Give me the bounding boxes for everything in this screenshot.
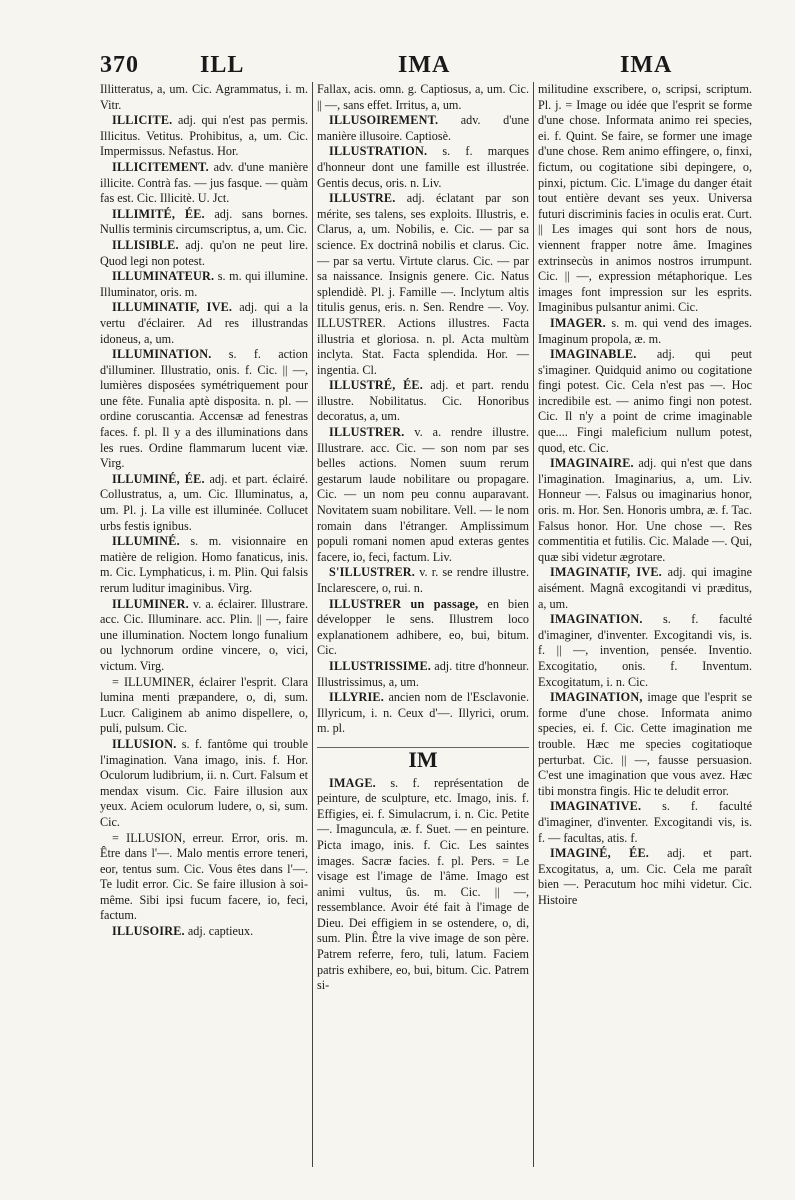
dictionary-entry bbox=[538, 82, 752, 316]
entry-text: s. m. qui vend des images. Imaginum propola, æ. m. bbox=[538, 315, 752, 346]
entry-headword: ILLUSTRÉ, ÉE. bbox=[329, 378, 423, 393]
dictionary-entry bbox=[100, 597, 308, 675]
entry-text: militudine exscribere, o, scripsi, scriptum. Pl. j. = Image ou idée que l'esprit se forme d'une chose. Informata animo rei species, ei. f. Quint. Se faire, se former une image d'une chose. Rem animo effingere, o, finxi, fictum, ou cogitatione sibi depingere, o, pinxi, pictum. Cic. L'image du danger était tout entière devant ses yeux. Universa futuri discriminis facies in oculis erat. Curt. || Les images qui sont hors de nous, viennent frapper notre âme. Imagines extrinsecùs in animos nostros irrumpunt. Cic. || —, expression métaphorique. Les images font impression sur les esprits. Imaginibus pulsantur animi. Cic. bbox=[538, 82, 752, 315]
column-middle bbox=[317, 82, 529, 1172]
entry-headword: ILLUMINATEUR. bbox=[112, 269, 215, 284]
header-right-guide: IMA bbox=[620, 52, 673, 78]
entry-headword: IMAGINÉ, ÉE. bbox=[550, 846, 650, 861]
entry-text: adj. et part. rendu illustre. Nobilitatus. Cic. Honoribus decoratus, a, um. bbox=[317, 378, 529, 424]
dictionary-entry bbox=[100, 472, 308, 534]
dictionary-entry bbox=[100, 924, 308, 940]
entry-text: v. r. se rendre illustre. Inclarescere, o, rui. n. bbox=[317, 565, 529, 595]
entry-text: ancien nom de l'Esclavonie. Illyricum, i. n. Ceux d'—. Illyrici, orum. m. pl. bbox=[317, 690, 529, 736]
dictionary-entry bbox=[317, 144, 529, 191]
entry-text: s. f. fantôme qui trouble l'imagination. Vana imago, inis. f. Hor. Oculorum ludibrium, ii. n. Curt. Falsum et mendax visum. Cic. Faire illusion aux yeux. Aciem oculorum ludere, o, si, sum. Cic. bbox=[100, 736, 308, 829]
entry-text: s. f. représentation de peinture, de sculpture, etc. Imago, inis. f. Effigies, ei. f. Simulacrum, i. n. Cic. Petite —. Imaguncula, æ. f. Suet. — en peinture. Picta imago, inis. f. Cic. Les saintes images. Sacræ facies. f. pl. Pers. = Le visage est l'image de l'âme. Imago est animi vultus, ûs. m. Cic. || —, ressemblance. Avoir été fait à l'image de Dieu. Dei effigiem in se ostendere, o, di, sum. Plin. Être la vive image de son père. Patrem referre, fero, tuli, latum. Faciem patris exhibere, eo, bui, bitum. Cic. Patrem si- bbox=[317, 775, 529, 993]
entry-headword: ILLUMINÉ. bbox=[112, 534, 180, 549]
entry-headword: ILLUMINÉ, ÉE. bbox=[112, 471, 205, 486]
entry-headword: ILLUSOIREMENT. bbox=[329, 113, 439, 128]
dictionary-entry bbox=[100, 300, 308, 347]
dictionary-entry bbox=[538, 565, 752, 612]
entry-headword: ILLUMINER. bbox=[112, 596, 189, 611]
entry-text: s. f. action d'illuminer. Illustratio, onis. f. Cic. || —, lumières disposées symétriquement pour une fête. Funalia aptè disposita. n. pl. — ordine coruscantia. Accensæ ad fenestras faces. f. pl. Il y a des illuminations dans les rues. Ordine flammarum lucent viæ. Virg. bbox=[100, 347, 308, 471]
dictionary-entry bbox=[100, 534, 308, 596]
entry-text: adj. et part. éclairé. Collustratus, a, um. Cic. Illuminatus, a, um. Pl. j. La ville est illuminée. Collucet urbs festis ignibus. bbox=[100, 471, 308, 533]
entry-headword: ILLICITEMENT. bbox=[112, 159, 209, 174]
entry-text: adj. qui n'est pas permis. Illicitus. Vetitus. Prohibitus, a, um. Cic. Impermissus. Nefastus. Hor. bbox=[100, 113, 308, 159]
entry-headword: ILLUSION. bbox=[112, 736, 177, 751]
dictionary-entry bbox=[317, 113, 529, 144]
entry-text: v. a. éclairer. Illustrare. acc. Cic. Illuminare. acc. Plin. || —, faire une illumination. Noctem longo funalium ou lychnorum ordine vincere, o, vici, victum. Virg. bbox=[100, 596, 308, 673]
header-left-guide: ILL bbox=[200, 52, 245, 78]
page-number: 370 bbox=[100, 52, 139, 78]
dictionary-entry bbox=[100, 113, 308, 160]
dictionary-entry bbox=[538, 456, 752, 565]
dictionary-entry bbox=[538, 799, 752, 846]
entry-text: adj. et part. Excogitatus, a, um. Cic. Cela me paraît bien —. Peracutum hoc mihi videtur. Cic. Histoire bbox=[538, 846, 752, 907]
column-divider bbox=[533, 82, 534, 1167]
entry-text: s. m. qui illumine. Illuminator, oris. m. bbox=[100, 269, 308, 299]
entry-text: s. f. marques d'honneur dont une famille est illustrée. Gentis decus, oris. n. Liv. bbox=[317, 144, 529, 190]
dictionary-entry bbox=[100, 831, 308, 925]
entry-text: = ILLUSION, erreur. Error, oris. m. Être dans l'—. Malo mentis errore teneri, eor, tentus sum. Cic. Vous êtes dans l'—. Te ludit error. Cic. Se faire illusion à soi-même. Sibi ipsi fucum facere, io, feci, factum. bbox=[100, 830, 308, 923]
entry-text: image que l'esprit se forme d'une chose. Informata animo species, ei. f. Cic. Cette imagination me trouble. Hæc me species cogitatioque perturbat. Cic. || —, fausse persuasion. C'est une imagination que vous avez. Hæc tibi monstra fingis. Hic te deludit error. bbox=[538, 690, 752, 798]
entry-text: s. f. faculté d'imaginer, d'inventer. Excogitandi vis, is. f. — facultas, atis. f. bbox=[538, 799, 752, 845]
dictionary-entry bbox=[317, 378, 529, 425]
entry-headword: ILLUSTRER. bbox=[329, 425, 405, 440]
entry-headword: ILLUSTRE. bbox=[329, 191, 396, 206]
entry-headword: ILLUSTRISSIME. bbox=[329, 658, 432, 673]
entry-headword: IMAGINATION. bbox=[550, 612, 643, 627]
dictionary-entry bbox=[538, 690, 752, 799]
dictionary-entry bbox=[317, 565, 529, 596]
entry-headword: IMAGER. bbox=[550, 315, 606, 330]
entry-text: adj. éclatant par son mérite, ses talens, ses exploits. Illustris, e. Clarus, a, um. Nobilis, e. Cic. — par sa science. Ex doctrinâ nobilis et clarus. Cic. — par sa vertu. Virtute clarus. Cic. — par sa naissance. Insignis genere. Cic. Natus splendidè. Pl. j. Famille —. Inclytum altis titulis genus, eris. n. Sen. Rendre —. Voy. ILLUSTRER. Actions illustres. Facta illustria et gloriosa. n. pl. Acta multùm inclyta. Stat. Facta splendida. Hor. — ingentia. Cl. bbox=[317, 191, 529, 377]
entry-headword: S'ILLUSTRER. bbox=[329, 565, 416, 580]
entry-text: adj. qui a la vertu d'éclairer. Ad res illustrandas idoneus, a, um. bbox=[100, 300, 308, 346]
entry-headword: ILLICITE. bbox=[112, 113, 173, 128]
entry-text: adj. qui imagine aisément. Magnâ excogitandi vi præditus, a, um. bbox=[538, 565, 752, 611]
entry-headword: ILLISIBLE. bbox=[112, 237, 179, 252]
entry-text: Fallax, acis. omn. g. Captiosus, a, um. Cic. || —, sans effet. Irritus, a, um. bbox=[317, 82, 529, 112]
entry-text: adv. d'une manière illusoire. Captiosè. bbox=[317, 113, 529, 143]
dictionary-entry bbox=[317, 425, 529, 565]
dictionary-entry bbox=[100, 737, 308, 831]
entry-headword: ILLUMINATION. bbox=[112, 347, 212, 362]
dictionary-entry bbox=[317, 690, 529, 737]
entry-headword: IMAGINATIVE. bbox=[550, 799, 642, 814]
dictionary-entry bbox=[317, 597, 529, 659]
dictionary-entry bbox=[538, 316, 752, 347]
dictionary-entry bbox=[317, 776, 529, 994]
entry-text: adj. qu'on ne peut lire. Quod legi non potest. bbox=[100, 237, 308, 268]
column-divider bbox=[312, 82, 313, 1167]
entry-headword: IMAGINATIF, IVE. bbox=[550, 565, 662, 580]
entry-headword: IMAGE. bbox=[329, 775, 376, 790]
dictionary-entry bbox=[100, 160, 308, 207]
entry-text: adj. sans bornes. Nullis terminis circumscriptus, a, um. Cic. bbox=[100, 206, 308, 237]
entry-text: Illitteratus, a, um. Cic. Agrammatus, i. m. Vitr. bbox=[100, 82, 308, 112]
entry-headword: ILLUSOIRE. bbox=[112, 924, 185, 939]
dictionary-entry bbox=[100, 238, 308, 269]
dictionary-entry bbox=[317, 659, 529, 690]
section-heading: IM bbox=[317, 747, 529, 768]
entry-headword: IMAGINAIRE. bbox=[550, 456, 634, 471]
dictionary-entry bbox=[100, 207, 308, 238]
entry-headword: ILLUMINATIF, IVE. bbox=[112, 300, 233, 315]
entry-headword: ILLYRIE. bbox=[329, 690, 385, 705]
entry-headword: ILLUSTRER un passage, bbox=[329, 596, 479, 611]
dictionary-entry bbox=[317, 82, 529, 113]
dictionary-entry bbox=[100, 347, 308, 472]
entry-headword: IMAGINABLE. bbox=[550, 347, 637, 362]
running-header bbox=[100, 52, 780, 84]
entry-text: = ILLUMINER, éclairer l'esprit. Clara lumina menti præpandere, o, di, sum. Lucr. Caliginem ab animo dispellere, o, puli, pulsum. Cic. bbox=[100, 674, 308, 736]
entry-text: adj. qui n'est que dans l'imagination. Imaginarius, a, um. Liv. Honneur —. Falsus ou imaginarius honor, oris. m. Hor. Sen. Honoris umbra, æ. f. Tac. Falsus honor. Hor. Une chose —. Res commentitia et futilis. Cic. Malade —. Qui, quæ sibi videtur ægrotare. bbox=[538, 456, 752, 564]
dictionary-entry bbox=[100, 269, 308, 300]
entry-text: adj. qui peut s'imaginer. Quidquid animo ou cogitatione fingi potest. Cic. Cela n'est pas —. Hoc incredibile est. — animo fingi non potest. Cic. Il n'y a point de crime imaginable que.... Fingi maleficium nullum potest, quod, etc. Cic. bbox=[538, 347, 752, 455]
dictionary-entry bbox=[538, 347, 752, 456]
entry-headword: IMAGINATION, bbox=[550, 690, 643, 705]
entry-headword: ILLUSTRATION. bbox=[329, 144, 428, 159]
dictionary-entry bbox=[538, 612, 752, 690]
dictionary-entry bbox=[538, 846, 752, 908]
column-left bbox=[100, 82, 308, 1172]
entry-text: v. a. rendre illustre. Illustrare. acc. Cic. — son nom par ses belles actions. Nomen suum rerum gestarum laude nobilitare ou propagare. Cic. — un nom peu connu auparavant. Novitatem suam nobilitare. Vell. — le nom romain dans l'étranger. Amplissimum populi romani nomen apud exteras gentes facere, io, feci, factum. Liv. bbox=[317, 425, 529, 564]
column-right bbox=[538, 82, 752, 1172]
entry-text: s. f. faculté d'imaginer, d'inventer. Excogitandi vis, is. f. || —, invention, pensée. Inventio. Excogitatio, onis. f. Inventum. Excogitatum, i. n. Cic. bbox=[538, 612, 752, 689]
entry-headword: ILLIMITÉ, ÉE. bbox=[112, 206, 205, 221]
dictionary-entry bbox=[317, 191, 529, 378]
entry-text: en bien développer le sens. Illustrem loco explanationem adhibere, eo, bui, bitum. Cic. bbox=[317, 596, 529, 658]
entry-text: adv. d'une manière illicite. Contrà fas. — jus fasque. — quàm fas est. Cic. Illicitè. U. Jct. bbox=[100, 159, 308, 206]
entry-text: adj. captieux. bbox=[184, 924, 254, 939]
entry-text: adj. titre d'honneur. Illustrissimus, a, um. bbox=[317, 658, 529, 689]
dictionary-entry bbox=[100, 82, 308, 113]
header-center-guide: IMA bbox=[398, 52, 451, 78]
entry-text: s. m. visionnaire en matière de religion. Homo fanaticus, inis. m. Cic. Lymphaticus, i. m. Plin. Qui falsis rerum luditur imaginibus. Virg. bbox=[100, 534, 308, 595]
dictionary-entry bbox=[100, 675, 308, 737]
